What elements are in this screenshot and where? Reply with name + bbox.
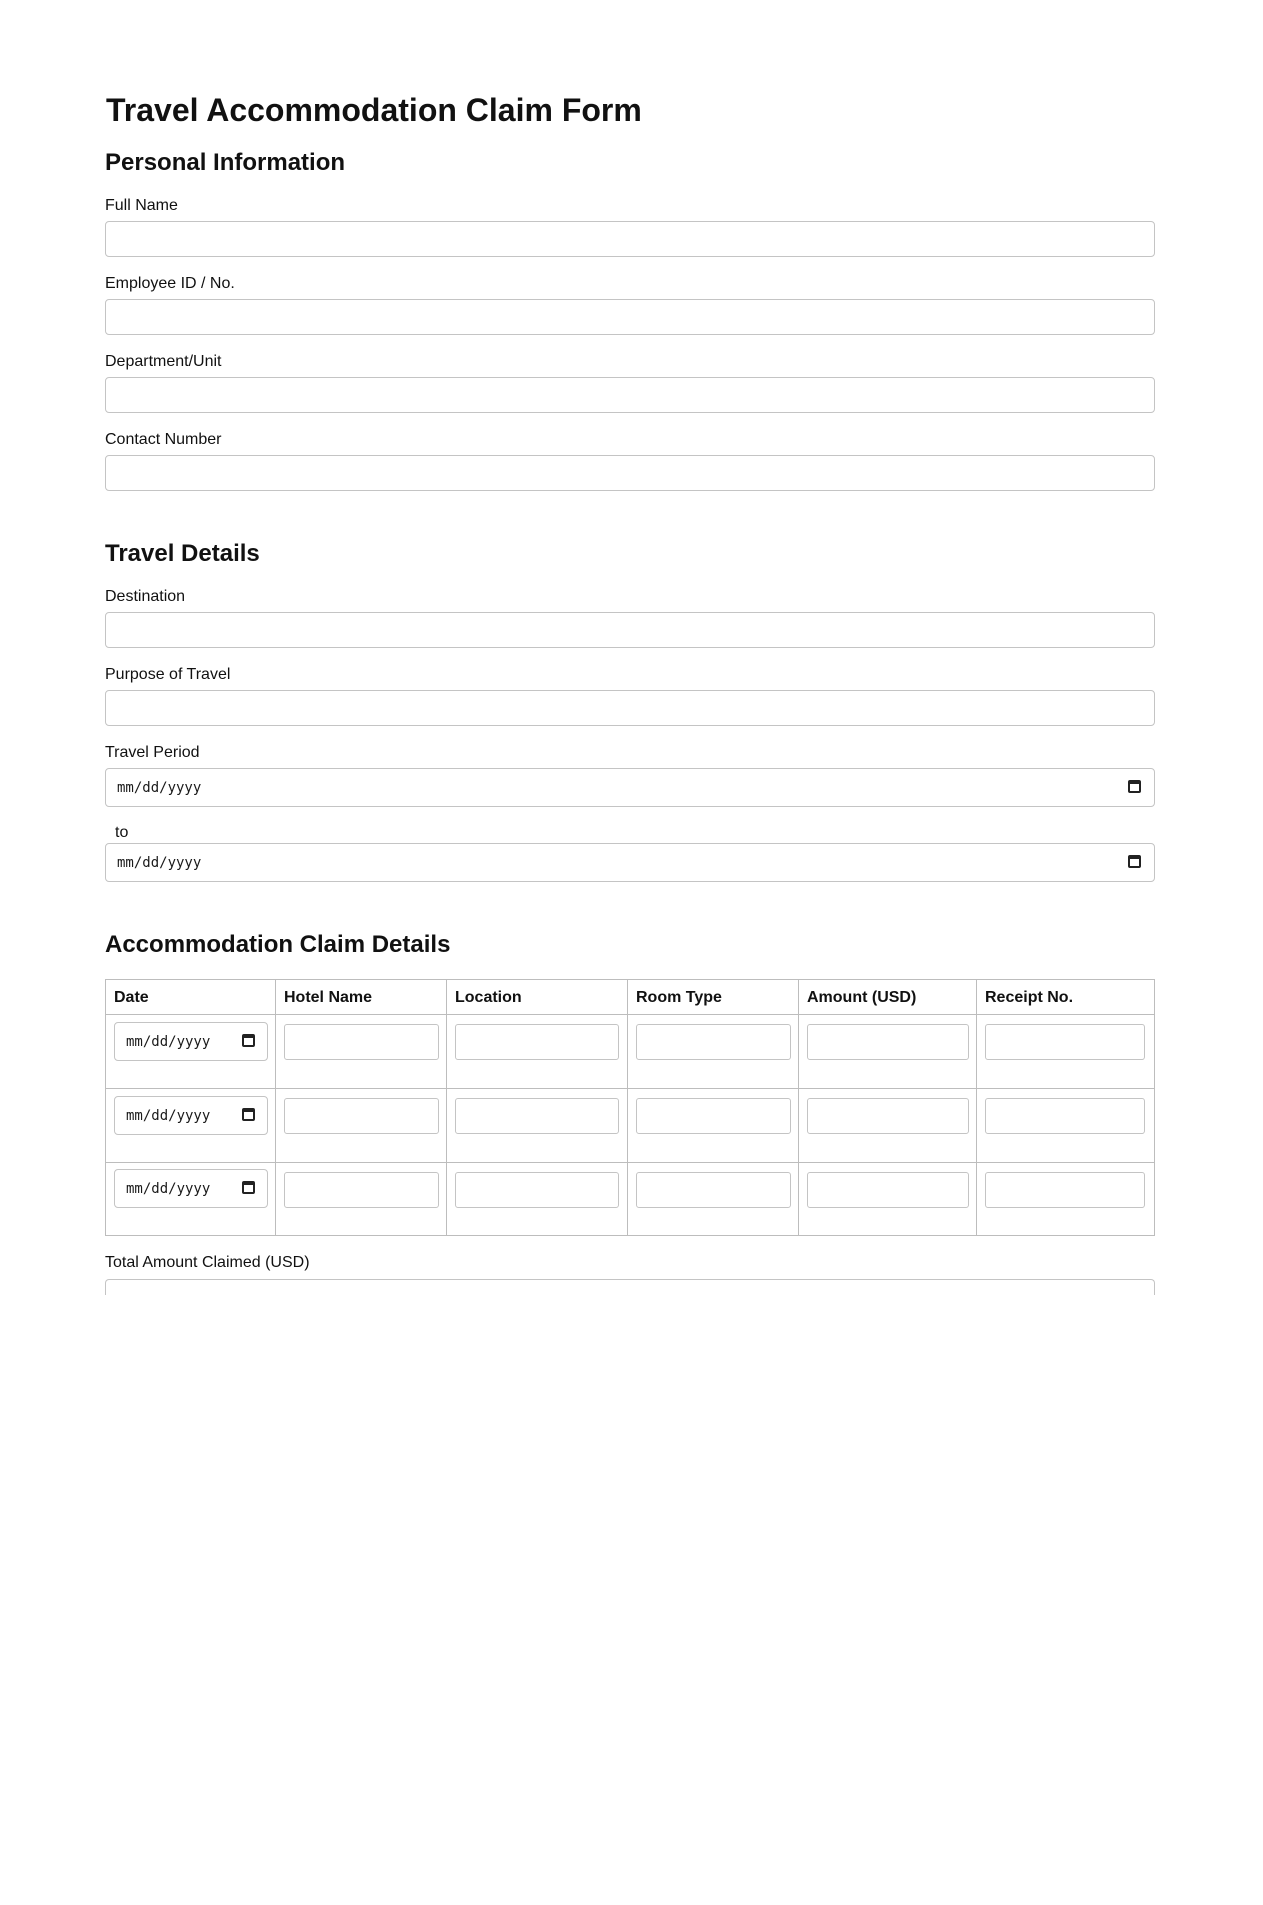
purpose-label: Purpose of Travel: [105, 666, 231, 683]
calendar-icon[interactable]: [1128, 780, 1141, 793]
row-1-location-input[interactable]: [455, 1024, 619, 1060]
row-divider: [106, 1162, 1154, 1163]
purpose-input[interactable]: [105, 690, 1155, 726]
row-3-room-type-input[interactable]: [636, 1172, 791, 1208]
column-header-hotel-name: Hotel Name: [284, 989, 373, 1006]
travel-end-date-input[interactable]: [105, 843, 1155, 882]
date-placeholder: mm/dd/yyyy: [126, 1108, 211, 1124]
column-header-location: Location: [455, 989, 522, 1006]
personal-info-heading: Personal Information: [105, 149, 346, 176]
contact-number-label: Contact Number: [105, 431, 222, 448]
department-input[interactable]: [105, 377, 1155, 413]
row-2-room-type-input[interactable]: [636, 1098, 791, 1134]
destination-label: Destination: [105, 588, 186, 605]
to-label: to: [115, 824, 129, 841]
row-1-hotel-name-input[interactable]: [284, 1024, 439, 1060]
travel-period-label: Travel Period: [105, 744, 200, 761]
calendar-icon[interactable]: [242, 1034, 255, 1047]
row-3-date-input[interactable]: [114, 1169, 268, 1208]
row-2-amount-input[interactable]: [807, 1098, 969, 1134]
total-amount-input[interactable]: [105, 1279, 1155, 1295]
travel-start-date-input[interactable]: [105, 768, 1155, 807]
column-divider: [976, 980, 977, 1235]
row-3-receipt-no-input[interactable]: [985, 1172, 1145, 1208]
row-1-receipt-no-input[interactable]: [985, 1024, 1145, 1060]
total-amount-label: Total Amount Claimed (USD): [105, 1254, 310, 1271]
column-divider: [627, 980, 628, 1235]
destination-input[interactable]: [105, 612, 1155, 648]
date-placeholder: mm/dd/yyyy: [126, 1181, 211, 1197]
date-placeholder: mm/dd/yyyy: [126, 1034, 211, 1050]
column-divider: [798, 980, 799, 1235]
row-2-location-input[interactable]: [455, 1098, 619, 1134]
department-label: Department/Unit: [105, 353, 222, 370]
row-3-location-input[interactable]: [455, 1172, 619, 1208]
page-title: Travel Accommodation Claim Form: [106, 92, 642, 128]
row-divider: [106, 1088, 1154, 1089]
employee-id-label: Employee ID / No.: [105, 275, 235, 292]
travel-details-heading: Travel Details: [105, 540, 260, 567]
row-2-hotel-name-input[interactable]: [284, 1098, 439, 1134]
column-divider: [446, 980, 447, 1235]
full-name-label: Full Name: [105, 197, 178, 214]
row-2-date-input[interactable]: [114, 1096, 268, 1135]
row-1-date-input[interactable]: [114, 1022, 268, 1061]
row-1-room-type-input[interactable]: [636, 1024, 791, 1060]
row-3-hotel-name-input[interactable]: [284, 1172, 439, 1208]
column-header-amount: Amount (USD): [807, 989, 917, 1006]
row-1-amount-input[interactable]: [807, 1024, 969, 1060]
contact-number-input[interactable]: [105, 455, 1155, 491]
row-3-amount-input[interactable]: [807, 1172, 969, 1208]
column-header-date: Date: [114, 989, 149, 1006]
full-name-input[interactable]: [105, 221, 1155, 257]
date-placeholder: mm/dd/yyyy: [117, 855, 202, 871]
claim-details-heading: Accommodation Claim Details: [105, 931, 451, 958]
calendar-icon[interactable]: [242, 1108, 255, 1121]
column-divider: [275, 980, 276, 1235]
date-placeholder: mm/dd/yyyy: [117, 780, 202, 796]
calendar-icon[interactable]: [1128, 855, 1141, 868]
row-2-receipt-no-input[interactable]: [985, 1098, 1145, 1134]
claims-table: [105, 979, 1155, 1236]
calendar-icon[interactable]: [242, 1181, 255, 1194]
column-header-receipt-no: Receipt No.: [985, 989, 1074, 1006]
column-header-room-type: Room Type: [636, 989, 722, 1006]
employee-id-input[interactable]: [105, 299, 1155, 335]
